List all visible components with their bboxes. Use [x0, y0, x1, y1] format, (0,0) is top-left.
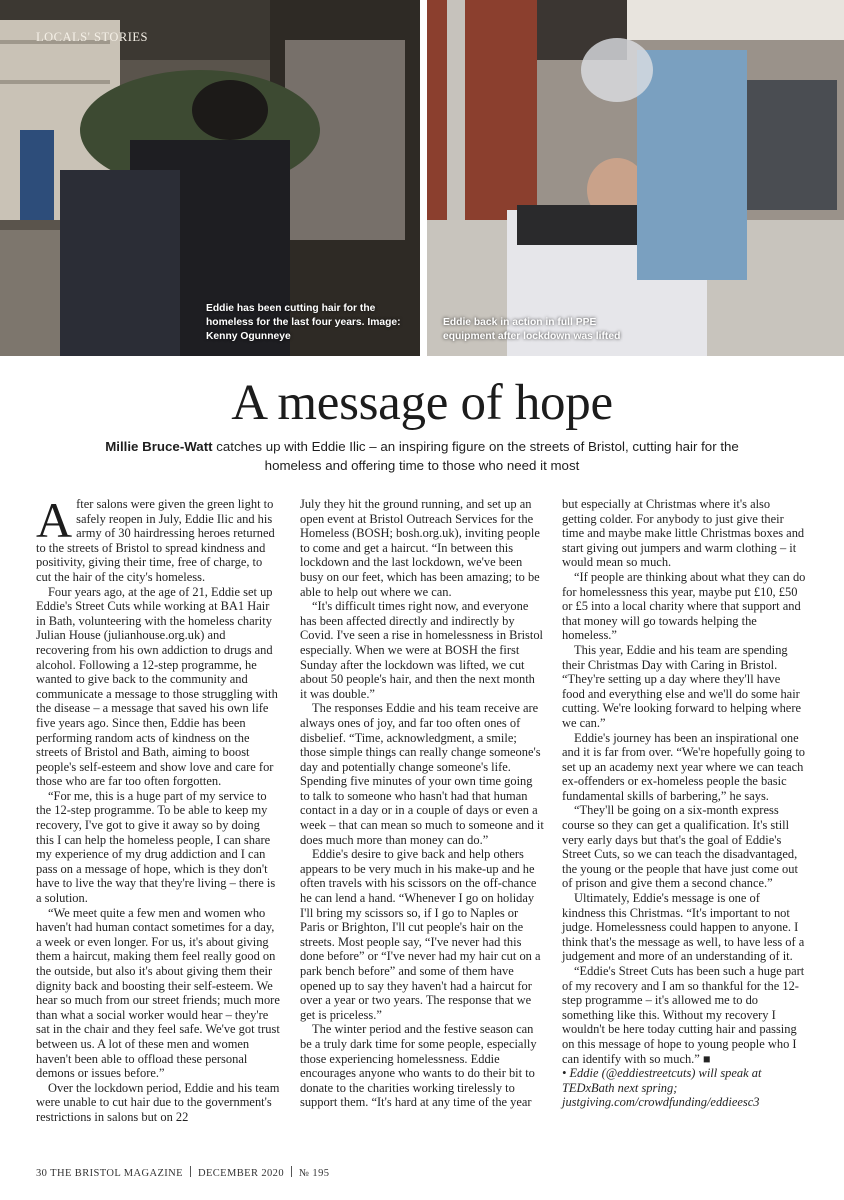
- issue-date: DECEMBER 2020: [197, 1168, 284, 1179]
- standfirst: [100, 437, 744, 475]
- article-paragraph-11: but especially at Christmas where it's also getting colder. For anybody to just give their time and maybe make little Christmas boxes and start giving out jumpers and warm clothing – it would mean so much.: [562, 497, 805, 570]
- article-paragraph-10: The winter period and the festive season can be a truly dark time for some people, especially those experiencing homelessness. Eddie encourages anyone who wants to do their bit to donate to the charities working tirelessly to support them. “It's hard at any time of the year: [300, 1022, 537, 1110]
- article-paragraph-12: “If people are thinking about what they can do for homelessness this year, maybe put £10, £50 or £5 into a local charity where that support and that money will go towards helping the homeless.”: [562, 569, 806, 643]
- photo-haircut: [427, 0, 844, 356]
- article-column-3: [562, 497, 806, 1110]
- article-paragraph-8: The responses Eddie and his team receive are always ones of joy, and far too often ones of disbelief. “Time, acknowledgment, a smile; those simple things can really change someone's day and potentially change someone's life. Spending five minutes of your own time going to talk to someone who hasn't had that human contact in a day or in a couple of days or even a week – that can mean so much to someone and it does much more than money can do.”: [300, 701, 544, 847]
- standfirst-author: Millie Bruce-Watt: [105, 439, 213, 454]
- article-paragraph-17: “Eddie's Street Cuts has been such a huge part of my recovery and I am so thankful for the 12-step programme – it's allowed me to do something like this. Without my recovery I wouldn't be here today cutting hair and passing on this message of hope to young people who I can identify with so much.” ■: [562, 964, 805, 1066]
- article-paragraph-7: “It's difficult times right now, and everyone has been affected directly and indirectly by Covid. I've seen a rise in homelessness in Bristol especially. When we were at BOSH the first Sunday after the lockdown was lifted, we cut about 50 people's hair, and then the next month it was double.”: [300, 599, 544, 701]
- standfirst-text: catches up with Eddie Ilic – an inspiring figure on the streets of Bristol, cutting hair for the homeless and offering time to those who need it most: [212, 439, 739, 473]
- article-paragraph-13: This year, Eddie and his team are spending their Christmas Day with Caring in Bristol. “They're setting up a day where they'll have food and everything else and we'll do some hair cutting. We're looking forward to helping where we can.”: [562, 642, 801, 730]
- photo-caption-left: Eddie has been cutting hair for the homeless for the last four years. Image: Kenny Ogunneye: [206, 303, 401, 342]
- dropcap: A: [36, 492, 73, 548]
- article-column-1: [36, 492, 280, 1125]
- article-paragraph-15: “They'll be going on a six-month express course so they can get a qualification. It's still very early days but that's the goal of Eddie's Street Cuts, so we can teach the disadvantaged, the young or the people that have just come out of prison and give them a second chance.”: [562, 803, 798, 891]
- article-paragraph-14: Eddie's journey has been an inspirational one and it is far from over. “We're hopefully going to set up an academy next year where we can teach ex-offenders or ex-homeless people the basic fundamental skills of barbering,” he says.: [562, 730, 806, 803]
- article-paragraph-3: “For me, this is a huge part of my service to the 12-step programme. To be able to keep my recovery, I've got to give it away so by doing this I can help the homeless people, I can share my experience of my drug addiction and I can pass on a message of hope, which is they don't have to live the way that they're living – there is a solution.: [36, 788, 276, 906]
- footer-divider: [291, 1166, 292, 1177]
- event-note: • Eddie (@eddiestreetcuts) will speak at TEDxBath next spring; justgiving.com/crowdfunding/eddieesc3: [562, 1066, 762, 1110]
- headline: A message of hope: [231, 375, 613, 431]
- article-paragraph-5: Over the lockdown period, Eddie and his team were unable to cut hair due to the government's restrictions in salons but on 22: [36, 1080, 280, 1124]
- footer-divider: [190, 1166, 191, 1177]
- issue-number: № 195: [298, 1168, 330, 1179]
- photo-caption-right: Eddie back in action in full PPE equipment after lockdown was lifted: [443, 317, 621, 342]
- article-paragraph-4: “We meet quite a few men and women who haven't had human contact sometimes for a day, a week or even longer. For us, it's about giving them a haircut, making them feel really good on the outside, but also it's about giving them their dignity back and boosting their self-esteem. We hear so much from our street friends; much more than what a social worker would hear – they're sat in the chair and they feel safe. We've got trust between us. A lot of these men and women haven't been able to offload these personal demons or issues before.”: [36, 905, 280, 1081]
- section-label: LOCALS' STORIES: [36, 30, 148, 44]
- page-footer: [36, 1166, 329, 1179]
- magazine-name: THE BRISTOL MAGAZINE: [50, 1168, 183, 1179]
- article-paragraph-16: Ultimately, Eddie's message is one of kindness this Christmas. “It's important to not judge. Homelessness could happen to anyone. I think that's the message as well, to have less of a judgement and more of an understanding of it.: [562, 891, 805, 964]
- photo-haircut-illustration: [427, 0, 844, 356]
- article-paragraph-2: Four years ago, at the age of 21, Eddie set up Eddie's Street Cuts while working at BA1 Hair in Bath, volunteering with the homeless charity Julian House (julianhouse.org.uk) and recovering from his own addiction to drugs and alcohol. Following a 12-step programme, he wanted to give back to the community and communicate a message to those struggling with the disease – a message that saved his own life five years ago. Since then, Eddie has been performing random acts of kindness on the streets of Bristol and Bath, aiming to boost people's self-esteem and show love and care for those who are far too often forgotten.: [36, 584, 278, 789]
- photo-hug: [0, 0, 420, 356]
- article-paragraph-9: Eddie's desire to give back and help others appears to be very much in his make-up and he often travels with his scissors on the off-chance he can lend a hand. “Whenever I go on holiday I'll bring my scissors so, if I go to Naples or Paris or Brighton, I'll cut people's hair on the streets. Most people say, “I've never had this done before” or “I've never had my hair cut on a park bench before” and some of them have opened up to say they haven't had a haircut for over a year or two years. The response that we get is priceless.”: [300, 847, 541, 1022]
- article-paragraph-1: After salons were given the green light to safely reopen in July, Eddie Ilic and his army of 30 hairdressing heroes returned to the streets of Bristol to spread kindness and positivity, giving their time, free of charge, to cut the hair of the city's homeless.: [36, 492, 275, 584]
- article-paragraph-6: July they hit the ground running, and set up an open event at Bristol Outreach Services for the Homeless (BOSH; bosh.org.uk), inviting people to come and get a haircut. “In between this lockdown and the last lockdown, we've been busy on our feet, which has been amazing; to be able to help out where we can.: [300, 497, 540, 599]
- article-column-2: [300, 497, 544, 1110]
- page-number: 30: [36, 1168, 48, 1179]
